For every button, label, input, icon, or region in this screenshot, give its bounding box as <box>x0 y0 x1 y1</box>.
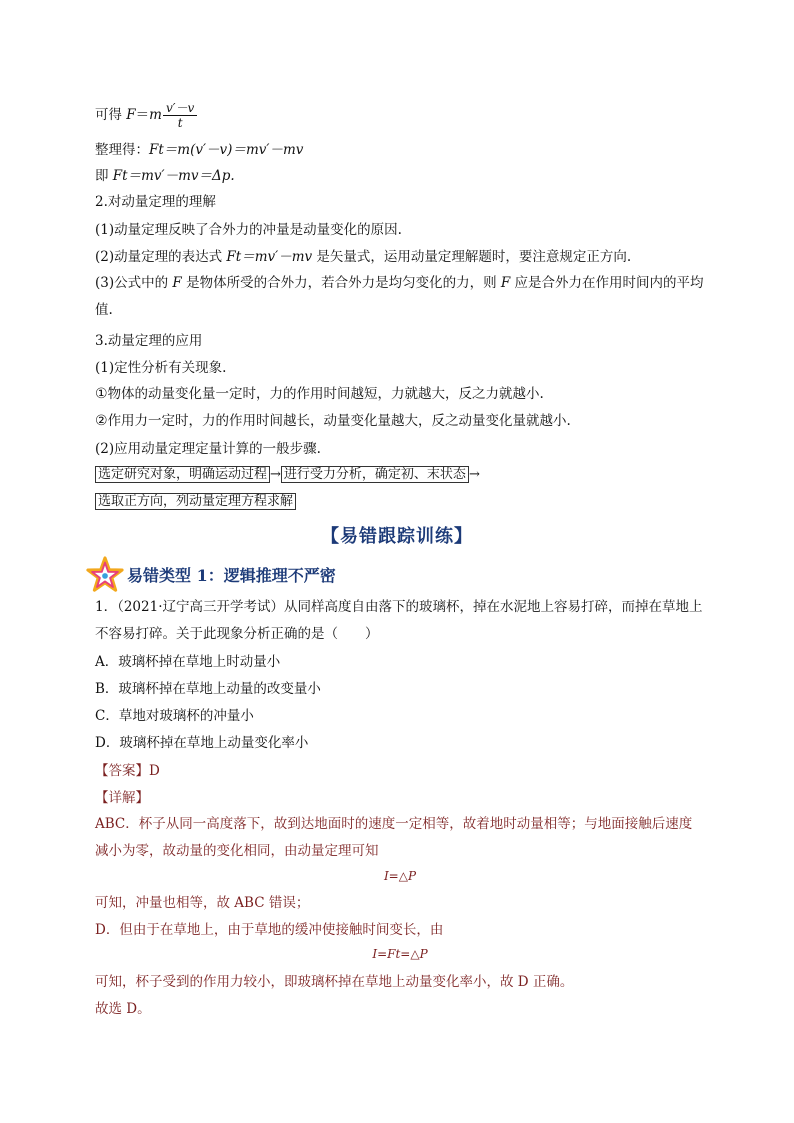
option-a: A．玻璃杯掉在草地上时动量小 <box>95 654 281 670</box>
step-box: 选取正方向，列动量定理方程求解 <box>95 493 296 510</box>
text: 作用力一定时，力的作用时间越长，动量变化量越大，反之动量变化量就越小. <box>107 413 571 429</box>
detail-label: 【详解】 <box>95 790 149 806</box>
formula-var: F <box>126 107 136 123</box>
fraction <box>163 101 197 130</box>
answer-label: 【答案】D <box>95 763 160 779</box>
option-c: C．草地对玻璃杯的冲量小 <box>95 708 254 724</box>
text: 是矢量式，运用动量定理解题时，要注意规定正方向. <box>312 249 632 265</box>
text: 物体的动量变化量一定时，力的作用时间越短，力就越大，反之力就越小. <box>107 386 544 402</box>
text: 应是合外力在作用时间内的平均值. <box>95 275 704 318</box>
understanding-heading: 2.对动量定理的理解 <box>95 194 216 210</box>
understanding-item-1: (1)动量定理反映了合外力的冲量是动量变化的原因. <box>95 222 402 238</box>
steps-flow-line-2 <box>95 492 296 512</box>
steps-flow-line-1 <box>95 465 480 485</box>
application-item-1: (1)定性分析有关现象. <box>95 360 227 376</box>
application-sub-2 <box>95 411 571 431</box>
circled-number: ① <box>95 386 108 402</box>
formula: Ft＝m(v′－v)＝mv′－mv <box>149 142 304 158</box>
text: ＝ <box>135 107 150 123</box>
detail-paragraph-2: 可知，冲量也相等，故 ABC 错误； <box>95 895 310 911</box>
formula-impulse: I=△P <box>383 869 417 883</box>
formula: Ft＝mv′－mv＝Δp. <box>112 168 235 184</box>
error-type-title: 易错类型 1：逻辑推理不严密 <box>127 566 336 585</box>
text: (2)动量定理的表达式 <box>95 249 227 265</box>
option-d: D．玻璃杯掉在草地上动量变化率小 <box>95 735 309 751</box>
step-box: 进行受力分析，确定初、末状态 <box>281 466 469 483</box>
understanding-item-2 <box>95 247 631 267</box>
step-box: 选定研究对象，明确运动过程 <box>95 466 270 483</box>
detail-paragraph-4: 可知，杯子受到的作用力较小，即玻璃杯掉在草地上动量变化率小，故 D 正确。 <box>95 974 574 990</box>
formula-impulse-force: I=Ft=△P <box>372 947 428 961</box>
application-sub-1 <box>95 384 544 404</box>
star-icon <box>86 556 124 594</box>
text: (3)公式中的 <box>95 275 173 291</box>
arrow: → <box>468 467 480 482</box>
derivation-line-1 <box>95 101 197 130</box>
circled-number: ② <box>95 413 108 429</box>
formula: Ft＝mv′－mv <box>226 249 313 265</box>
question-stem: 1．（2021·辽宁高三开学考试）从同样高度自由落下的玻璃杯，掉在水泥地上容易打碎，而掉在草地上不容易打碎。关于此现象分析正确的是（ ） <box>95 599 703 642</box>
detail-paragraph-5: 故选 D。 <box>95 1001 151 1017</box>
formula-var: F <box>500 275 511 291</box>
option-b: B．玻璃杯掉在草地上动量的改变量小 <box>95 681 321 697</box>
formula-var: m <box>149 107 162 123</box>
application-item-2: (2)应用动量定理定量计算的一般步骤. <box>95 441 321 457</box>
derivation-line-2 <box>95 140 303 160</box>
detail-paragraph-3: D．但由于在草地上，由于草地的缓冲使接触时间变长，由 <box>95 922 444 938</box>
understanding-item-3 <box>95 270 705 324</box>
derivation-line-3 <box>95 166 235 186</box>
text: 整理得： <box>95 142 149 158</box>
application-heading: 3.动量定理的应用 <box>95 333 203 349</box>
fraction-denominator: t <box>177 116 183 130</box>
fraction-numerator: v′－v <box>163 101 197 116</box>
formula-var: F <box>172 275 182 291</box>
text: 是物体所受的合外力，若合外力是均匀变化的力，则 <box>181 275 501 291</box>
detail-paragraph-1: ABC．杯子从同一高度落下，故到达地面时的速度一定相等，故着地时动量相等；与地面接触后速度减小为零，故动量的变化相同，由动量定理可知 <box>95 816 693 859</box>
text: 即 <box>95 168 113 184</box>
arrow: → <box>270 467 281 482</box>
section-title: 【易错跟踪训练】 <box>321 526 473 547</box>
text: 可得 <box>95 107 127 123</box>
